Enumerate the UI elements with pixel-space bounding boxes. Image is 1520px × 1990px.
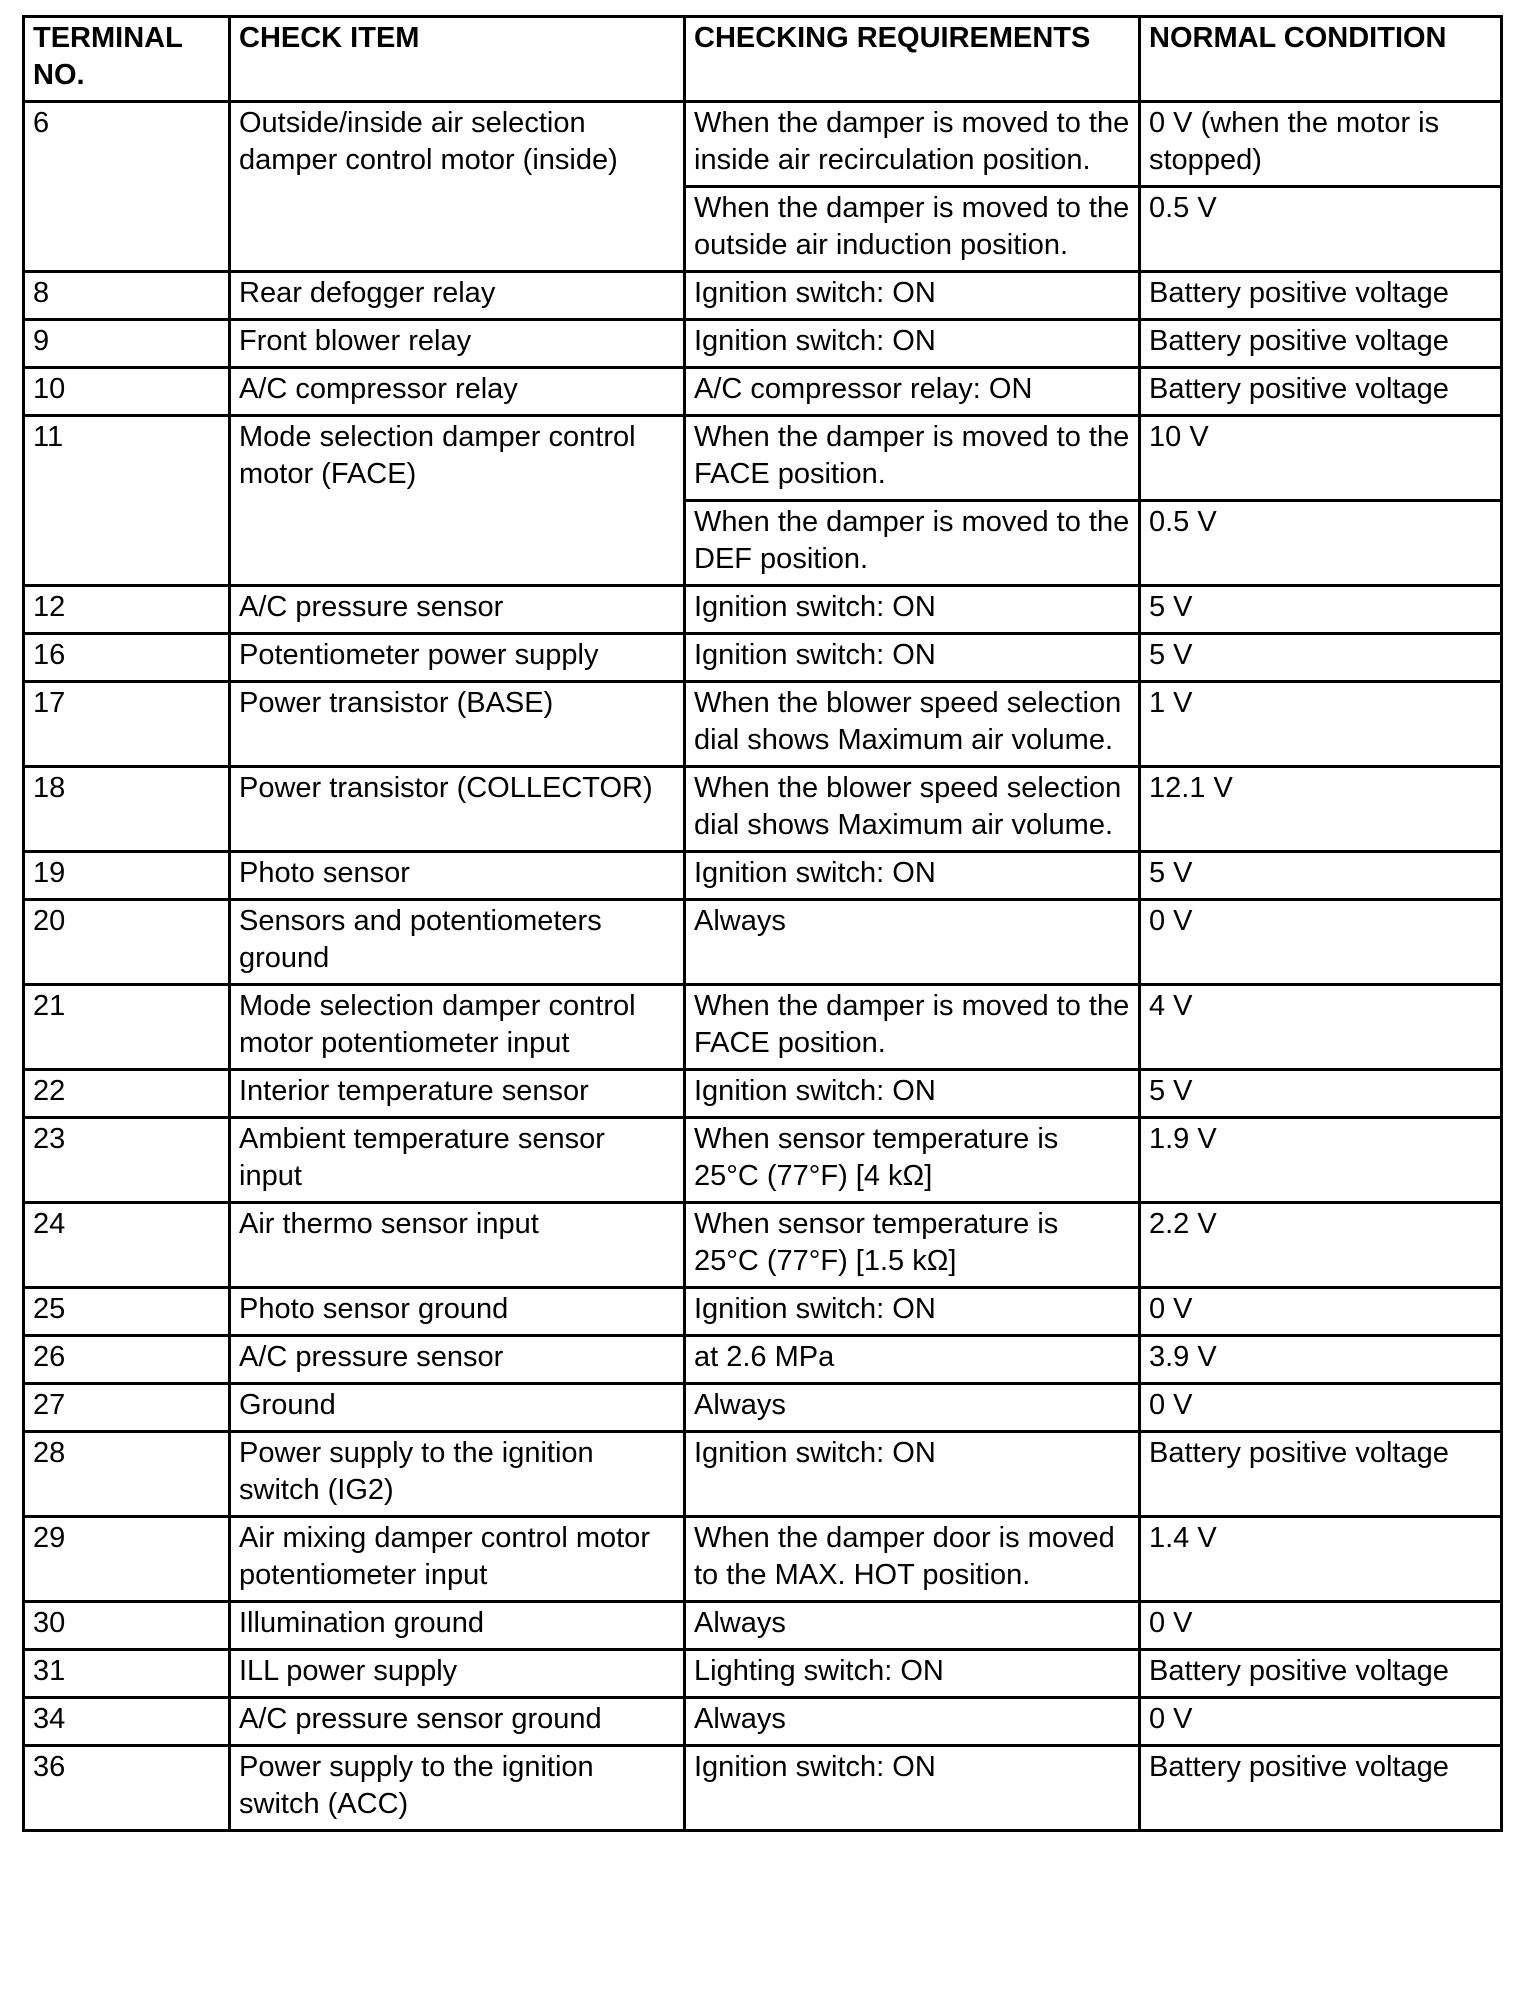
header-terminal-no: TERMINAL NO. xyxy=(24,17,230,102)
normal-condition-cell: 1 V xyxy=(1140,682,1502,767)
checking-requirement-cell: When sensor temperature is 25°C (77°F) [1.5 kΩ] xyxy=(685,1203,1140,1288)
table-row xyxy=(24,1336,1502,1384)
table-row xyxy=(24,102,1502,187)
check-item-cell: Mode selection damper control motor (FACE) xyxy=(230,416,685,586)
check-item-cell: Ambient temperature sensor input xyxy=(230,1118,685,1203)
table-row xyxy=(24,272,1502,320)
table-row xyxy=(24,1203,1502,1288)
normal-condition-cell: Battery positive voltage xyxy=(1140,368,1502,416)
checking-requirement-cell: When the blower speed selection dial shows Maximum air volume. xyxy=(685,767,1140,852)
normal-condition-cell: 5 V xyxy=(1140,634,1502,682)
normal-condition-cell: 2.2 V xyxy=(1140,1203,1502,1288)
check-item-cell: Air mixing damper control motor potentiometer input xyxy=(230,1517,685,1602)
normal-condition-cell: 10 V xyxy=(1140,416,1502,501)
header-check-item: CHECK ITEM xyxy=(230,17,685,102)
check-item-cell: Ground xyxy=(230,1384,685,1432)
normal-condition-cell: 0 V xyxy=(1140,900,1502,985)
normal-condition-cell: Battery positive voltage xyxy=(1140,272,1502,320)
check-item-cell: Photo sensor ground xyxy=(230,1288,685,1336)
checking-requirement-cell: When sensor temperature is 25°C (77°F) [4 kΩ] xyxy=(685,1118,1140,1203)
checking-requirement-cell: Always xyxy=(685,900,1140,985)
checking-requirement-cell: A/C compressor relay: ON xyxy=(685,368,1140,416)
checking-requirement-cell: at 2.6 MPa xyxy=(685,1336,1140,1384)
normal-condition-cell: 0 V xyxy=(1140,1384,1502,1432)
terminal-number-cell: 27 xyxy=(24,1384,230,1432)
terminal-number-cell: 31 xyxy=(24,1650,230,1698)
table-row xyxy=(24,416,1502,501)
terminal-number-cell: 9 xyxy=(24,320,230,368)
checking-requirement-cell: Ignition switch: ON xyxy=(685,852,1140,900)
checking-requirement-cell: Ignition switch: ON xyxy=(685,1288,1140,1336)
table-row xyxy=(24,320,1502,368)
table-row xyxy=(24,368,1502,416)
terminal-number-cell: 23 xyxy=(24,1118,230,1203)
normal-condition-cell: 0.5 V xyxy=(1140,187,1502,272)
terminal-number-cell: 34 xyxy=(24,1698,230,1746)
terminal-number-cell: 16 xyxy=(24,634,230,682)
checking-requirement-cell: When the damper is moved to the outside air induction position. xyxy=(685,187,1140,272)
check-item-cell: Illumination ground xyxy=(230,1602,685,1650)
normal-condition-cell: Battery positive voltage xyxy=(1140,1432,1502,1517)
check-item-cell: Potentiometer power supply xyxy=(230,634,685,682)
normal-condition-cell: 1.9 V xyxy=(1140,1118,1502,1203)
terminal-number-cell: 22 xyxy=(24,1070,230,1118)
check-item-cell: Power supply to the ignition switch (IG2) xyxy=(230,1432,685,1517)
check-item-cell: Sensors and potentiometers ground xyxy=(230,900,685,985)
normal-condition-cell: 5 V xyxy=(1140,586,1502,634)
terminal-number-cell: 11 xyxy=(24,416,230,586)
check-item-cell: A/C pressure sensor xyxy=(230,586,685,634)
terminal-check-table xyxy=(22,15,1503,1832)
table-row xyxy=(24,586,1502,634)
normal-condition-cell: Battery positive voltage xyxy=(1140,1746,1502,1831)
normal-condition-cell: 0.5 V xyxy=(1140,501,1502,586)
checking-requirement-cell: When the damper is moved to the inside air recirculation position. xyxy=(685,102,1140,187)
table-row xyxy=(24,1288,1502,1336)
table-row xyxy=(24,1384,1502,1432)
table-row xyxy=(24,634,1502,682)
table-row xyxy=(24,1517,1502,1602)
terminal-number-cell: 10 xyxy=(24,368,230,416)
checking-requirement-cell: Always xyxy=(685,1384,1140,1432)
checking-requirement-cell: Ignition switch: ON xyxy=(685,1746,1140,1831)
check-item-cell: A/C pressure sensor xyxy=(230,1336,685,1384)
check-item-cell: Front blower relay xyxy=(230,320,685,368)
check-item-cell: Power transistor (COLLECTOR) xyxy=(230,767,685,852)
check-item-cell: A/C pressure sensor ground xyxy=(230,1698,685,1746)
table-row xyxy=(24,985,1502,1070)
normal-condition-cell: Battery positive voltage xyxy=(1140,1650,1502,1698)
table-header xyxy=(24,17,1502,102)
terminal-number-cell: 36 xyxy=(24,1746,230,1831)
table-row xyxy=(24,1432,1502,1517)
check-item-cell: Photo sensor xyxy=(230,852,685,900)
terminal-number-cell: 28 xyxy=(24,1432,230,1517)
table-body xyxy=(24,102,1502,1831)
checking-requirement-cell: Ignition switch: ON xyxy=(685,1432,1140,1517)
normal-condition-cell: 3.9 V xyxy=(1140,1336,1502,1384)
normal-condition-cell: 0 V xyxy=(1140,1288,1502,1336)
checking-requirement-cell: When the damper is moved to the DEF position. xyxy=(685,501,1140,586)
table-row xyxy=(24,1602,1502,1650)
terminal-number-cell: 18 xyxy=(24,767,230,852)
checking-requirement-cell: When the blower speed selection dial shows Maximum air volume. xyxy=(685,682,1140,767)
check-item-cell: Power transistor (BASE) xyxy=(230,682,685,767)
checking-requirement-cell: When the damper door is moved to the MAX. HOT position. xyxy=(685,1517,1140,1602)
table-row xyxy=(24,767,1502,852)
checking-requirement-cell: Lighting switch: ON xyxy=(685,1650,1140,1698)
check-item-cell: Mode selection damper control motor potentiometer input xyxy=(230,985,685,1070)
table-row xyxy=(24,1698,1502,1746)
terminal-number-cell: 19 xyxy=(24,852,230,900)
check-item-cell: Outside/inside air selection damper control motor (inside) xyxy=(230,102,685,272)
normal-condition-cell: 0 V (when the motor is stopped) xyxy=(1140,102,1502,187)
table-row xyxy=(24,1746,1502,1831)
header-normal-condition: NORMAL CONDITION xyxy=(1140,17,1502,102)
normal-condition-cell: 0 V xyxy=(1140,1698,1502,1746)
normal-condition-cell: Battery positive voltage xyxy=(1140,320,1502,368)
table-row xyxy=(24,682,1502,767)
terminal-number-cell: 25 xyxy=(24,1288,230,1336)
check-item-cell: Interior temperature sensor xyxy=(230,1070,685,1118)
terminal-number-cell: 30 xyxy=(24,1602,230,1650)
check-item-cell: Air thermo sensor input xyxy=(230,1203,685,1288)
checking-requirement-cell: When the damper is moved to the FACE position. xyxy=(685,416,1140,501)
table-row xyxy=(24,1070,1502,1118)
normal-condition-cell: 1.4 V xyxy=(1140,1517,1502,1602)
check-item-cell: ILL power supply xyxy=(230,1650,685,1698)
terminal-number-cell: 29 xyxy=(24,1517,230,1602)
table-row xyxy=(24,900,1502,985)
table-row xyxy=(24,1650,1502,1698)
terminal-number-cell: 26 xyxy=(24,1336,230,1384)
checking-requirement-cell: Always xyxy=(685,1602,1140,1650)
terminal-number-cell: 24 xyxy=(24,1203,230,1288)
header-checking-requirements: CHECKING REQUIREMENTS xyxy=(685,17,1140,102)
table-row xyxy=(24,852,1502,900)
checking-requirement-cell: Ignition switch: ON xyxy=(685,634,1140,682)
checking-requirement-cell: Always xyxy=(685,1698,1140,1746)
check-item-cell: Rear defogger relay xyxy=(230,272,685,320)
normal-condition-cell: 12.1 V xyxy=(1140,767,1502,852)
check-item-cell: A/C compressor relay xyxy=(230,368,685,416)
terminal-number-cell: 21 xyxy=(24,985,230,1070)
checking-requirement-cell: Ignition switch: ON xyxy=(685,1070,1140,1118)
check-item-cell: Power supply to the ignition switch (ACC) xyxy=(230,1746,685,1831)
table-row xyxy=(24,1118,1502,1203)
normal-condition-cell: 4 V xyxy=(1140,985,1502,1070)
normal-condition-cell: 5 V xyxy=(1140,1070,1502,1118)
terminal-check-table-container xyxy=(22,15,1500,1832)
normal-condition-cell: 5 V xyxy=(1140,852,1502,900)
checking-requirement-cell: Ignition switch: ON xyxy=(685,320,1140,368)
terminal-number-cell: 12 xyxy=(24,586,230,634)
normal-condition-cell: 0 V xyxy=(1140,1602,1502,1650)
terminal-number-cell: 20 xyxy=(24,900,230,985)
terminal-number-cell: 6 xyxy=(24,102,230,272)
terminal-number-cell: 8 xyxy=(24,272,230,320)
header-row xyxy=(24,17,1502,102)
checking-requirement-cell: Ignition switch: ON xyxy=(685,586,1140,634)
checking-requirement-cell: When the damper is moved to the FACE position. xyxy=(685,985,1140,1070)
checking-requirement-cell: Ignition switch: ON xyxy=(685,272,1140,320)
terminal-number-cell: 17 xyxy=(24,682,230,767)
